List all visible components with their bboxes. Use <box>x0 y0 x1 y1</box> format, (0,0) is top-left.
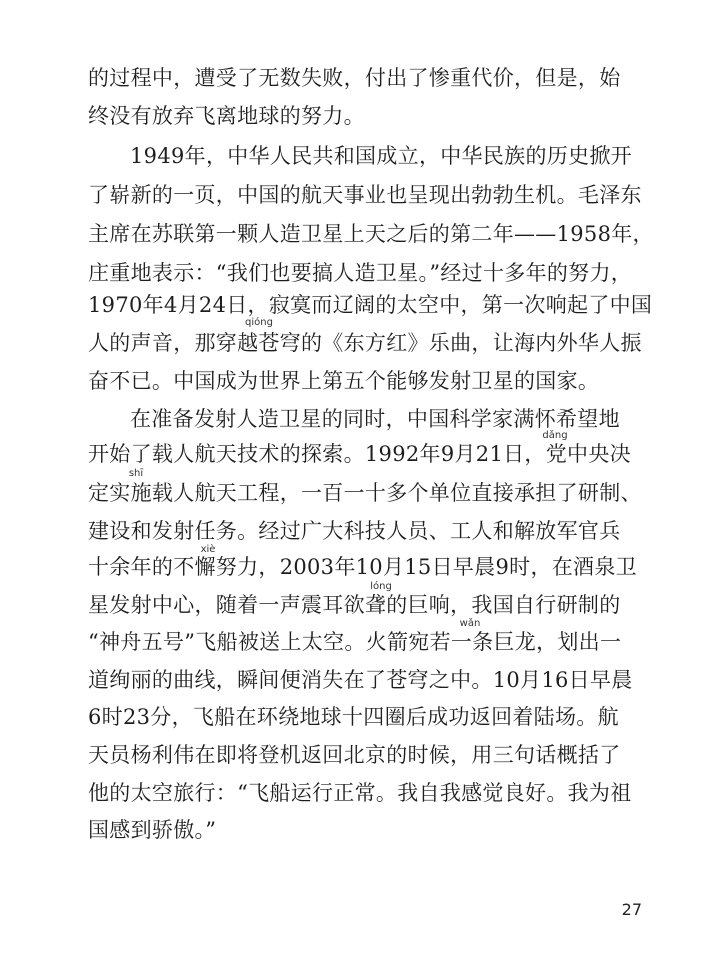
pinyin-dang: dǎng <box>542 430 568 441</box>
text-line-19: 天员杨利伟在即将登机返回北京的时候，用三句话概括了 <box>88 743 621 767</box>
text-line-7: 1970年4月24日，寂寞而辽阔的太空中，第一次响起了中国 <box>88 293 653 317</box>
text-line-1: 的过程中，遭受了无数失败，付出了惨重代价，但是，始 <box>88 66 621 90</box>
text-line-6: 庄重地表示：“我们也要搞人造卫星。”经过十多年的努力， <box>88 261 633 285</box>
text-line-15: 星发射中心，随着一声震耳欲聋的巨响，我国自行研制的 <box>88 593 621 617</box>
pinyin-wan: wǎn <box>459 618 481 629</box>
pinyin-qiong: qióng <box>245 317 273 328</box>
text-line-18: 6时23分，飞船在环绕地球十四圈后成功返回着陆场。航 <box>88 705 619 729</box>
pinyin-xie: xiè <box>200 544 216 555</box>
text-line-13: 建设和发射任务。经过广大科技人员、工人和解放军官兵 <box>88 519 621 543</box>
text-line-3: 1949年，中华人民共和国成立，中华民族的历史掀开 <box>130 144 632 168</box>
text-line-12: 定实施载人航天工程，一百一十多个单位直接承担了研制、 <box>88 481 642 505</box>
text-line-9: 奋不已。中国成为世界上第五个能够发射卫星的国家。 <box>88 369 600 393</box>
text-line-16: “神舟五号”飞船被送上太空。火箭宛若一条巨龙，划出一 <box>88 630 622 654</box>
text-line-21: 国感到骄傲。” <box>88 818 217 842</box>
text-line-20: 他的太空旅行：“飞船运行正常。我自我感觉良好。我为祖 <box>88 781 632 805</box>
text-line-11: 开始了载人航天技术的探索。1992年9月21日，党中央决 <box>88 442 631 466</box>
page-number: 27 <box>621 900 642 919</box>
text-line-4: 了崭新的一页，中国的航天事业也呈现出勃勃生机。毛泽东 <box>88 183 642 207</box>
pinyin-long: lóng <box>370 581 392 592</box>
text-line-17: 道绚丽的曲线，瞬间便消失在了苍穹之中。10月16日早晨 <box>88 668 633 692</box>
text-line-8: 人的声音，那穿越苍穹的《东方红》乐曲，让海内外华人振 <box>88 331 642 355</box>
pinyin-shi: shī <box>128 468 144 479</box>
text-line-2: 终没有放弃飞离地球的努力。 <box>88 104 365 128</box>
text-line-5: 主席在苏联第一颗人造卫星上天之后的第二年——1958年， <box>88 222 654 246</box>
text-line-10: 在准备发射人造卫星的同时，中国科学家满怀希望地 <box>130 407 620 431</box>
text-line-14: 十余年的不懈努力，2003年10月15日早晨9时，在酒泉卫 <box>88 555 637 579</box>
